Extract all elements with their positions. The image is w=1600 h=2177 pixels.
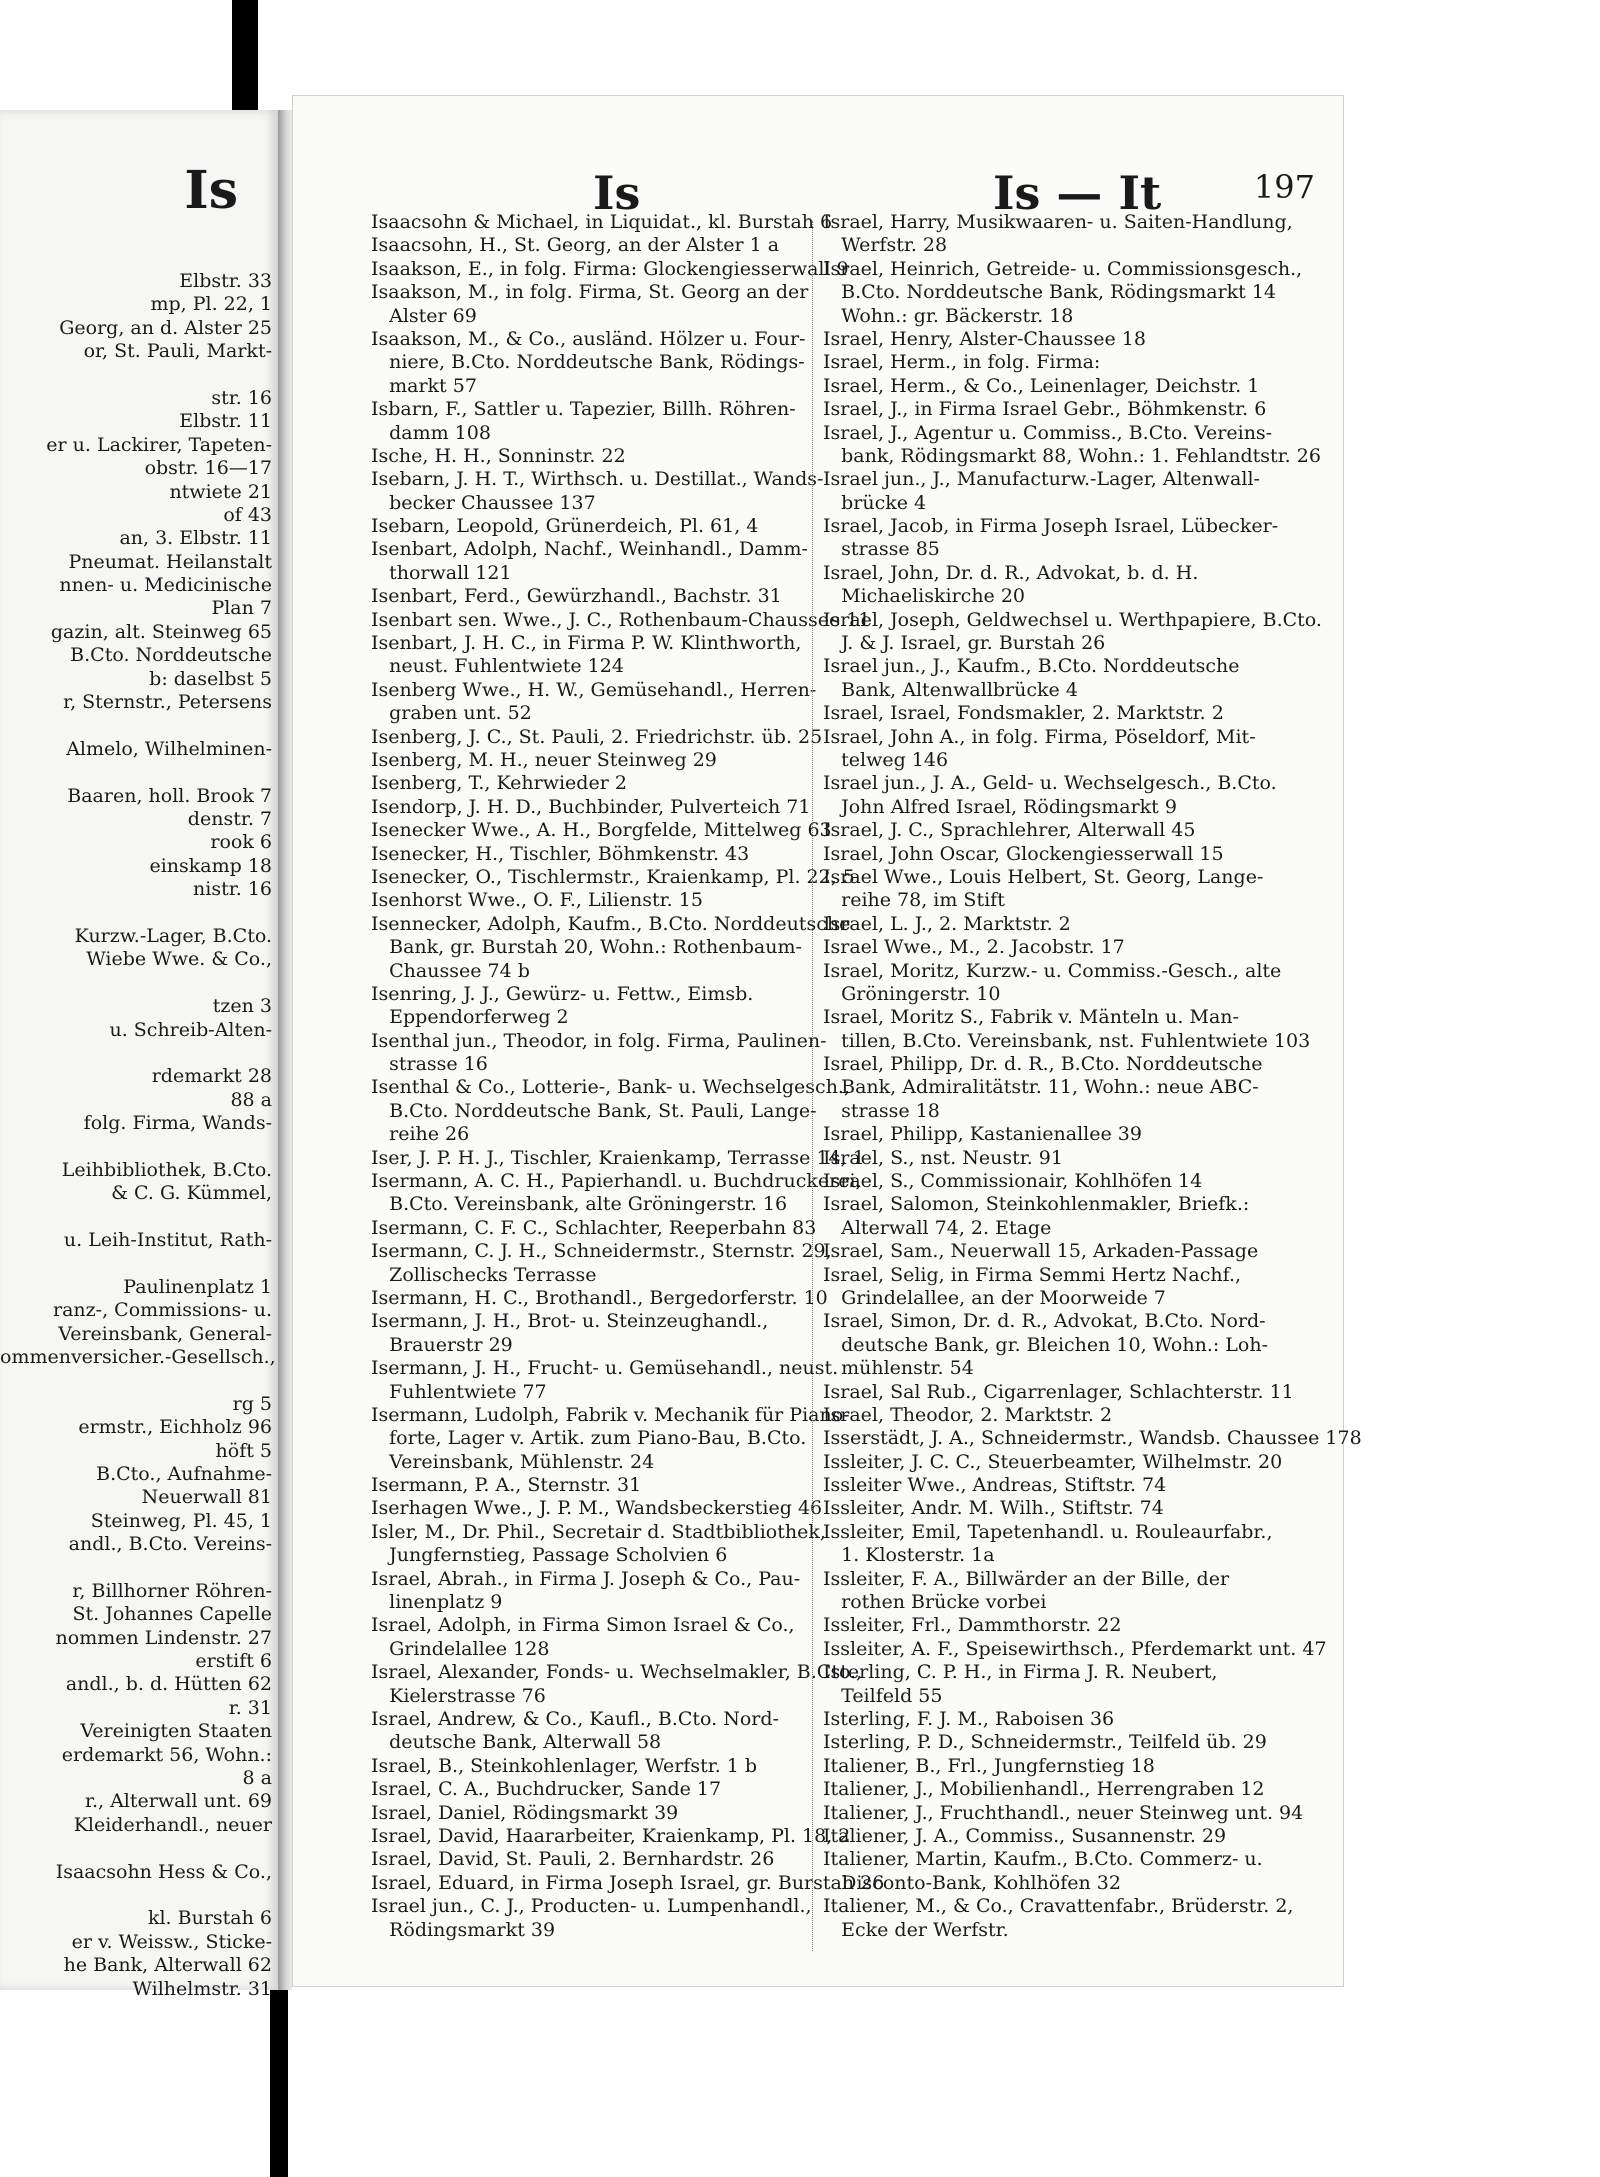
directory-entry-line: Grindelallee, an der Moorweide 7 <box>823 1286 1166 1309</box>
left-page-line: St. Johannes Capelle <box>72 1603 272 1626</box>
left-page-line: r. 31 <box>228 1696 272 1719</box>
directory-entry-line: Israel, Herm., & Co., Leinenlager, Deichstr. 1 <box>823 374 1260 397</box>
left-page-line <box>0 1206 278 1229</box>
directory-entry-line: Jungfernstieg, Passage Scholvien 6 <box>371 1544 728 1567</box>
directory-entry-line: Isermann, A. C. H., Papierhandl. u. Buchdruckerei, <box>371 1170 862 1193</box>
left-page-line <box>0 364 278 387</box>
directory-entry-line: Italiener, J. A., Commiss., Susannenstr. 29 <box>823 1824 1227 1847</box>
directory-entry-line: Iserhagen Wwe., J. P. M., Wandsbeckerstieg 46 <box>371 1497 823 1520</box>
directory-entry-line: Israel jun., J., Kaufm., B.Cto. Norddeutsche <box>823 655 1240 678</box>
directory-entry-line: Bank, Admiralitätstr. 11, Wohn.: neue ABC- <box>823 1076 1259 1099</box>
left-page-line: & C. G. Kümmel, <box>111 1182 272 1205</box>
directory-entry-line: reihe 26 <box>371 1123 470 1146</box>
left-page-line: an, 3. Elbstr. 11 <box>119 527 272 550</box>
directory-entry-line: deutsche Bank, gr. Bleichen 10, Wohn.: Loh- <box>823 1333 1269 1356</box>
directory-entry-line: brücke 4 <box>823 491 927 514</box>
left-page-line: Elbstr. 11 <box>179 410 272 433</box>
left-page-text <box>0 270 278 2001</box>
directory-entry-line: Chaussee 74 b <box>371 959 530 982</box>
left-page-line: ntwiete 21 <box>169 480 272 503</box>
directory-entry-line: Isenecker Wwe., A. H., Borgfelde, Mittelweg 63 <box>371 819 832 842</box>
directory-entry-line: Italiener, J., Mobilienhandl., Herrengraben 12 <box>823 1778 1265 1801</box>
left-page-line: nnen- u. Medicinische <box>59 574 272 597</box>
directory-entry-line: Disconto-Bank, Kohlhöfen 32 <box>823 1871 1121 1894</box>
directory-entry-line: Isenberg Wwe., H. W., Gemüsehandl., Herren- <box>371 678 817 701</box>
directory-entry-line: tillen, B.Cto. Vereinsbank, nst. Fuhlentwiete 103 <box>823 1029 1311 1052</box>
directory-entry-line: Isaakson, M., in folg. Firma, St. Georg an der <box>371 281 809 304</box>
left-page-line: 88 a <box>230 1088 272 1111</box>
directory-entry-line: Alterwall 74, 2. Etage <box>823 1216 1052 1239</box>
directory-entry-line: damm 108 <box>371 421 491 444</box>
binding-tab-bottom <box>270 1990 288 2177</box>
left-page-line: Leihbibliothek, B.Cto. <box>61 1158 272 1181</box>
directory-entry-line: Israel, David, Haararbeiter, Kraienkamp, Pl. 18, 2 <box>371 1824 851 1847</box>
directory-entry-line: strasse 16 <box>371 1053 488 1076</box>
directory-entry-line: Gröningerstr. 10 <box>823 982 1001 1005</box>
directory-entry-line: Isennecker, Adolph, Kaufm., B.Cto. Norddeutsche <box>371 912 851 935</box>
directory-entry-line: Isenberg, T., Kehrwieder 2 <box>371 772 627 795</box>
directory-entry-line: Israel jun., C. J., Producten- u. Lumpenhandl., <box>371 1895 812 1918</box>
left-page-line: Elbstr. 33 <box>179 270 272 292</box>
left-page-line: obstr. 16—17 <box>144 457 272 480</box>
directory-entry-line: Israel, Selig, in Firma Semmi Hertz Nachf., <box>823 1263 1242 1286</box>
left-page-line: of 43 <box>223 503 272 526</box>
directory-entry-line: Isermann, P. A., Sternstr. 31 <box>371 1474 642 1497</box>
left-page-line: Pneumat. Heilanstalt <box>68 550 272 573</box>
directory-entry-line: neust. Fuhlentwiete 124 <box>371 655 624 678</box>
directory-entry-line: Teilfeld 55 <box>823 1684 943 1707</box>
left-page-line: einskamp 18 <box>149 854 272 877</box>
directory-entry-line: Ecke der Werfstr. <box>823 1918 1009 1941</box>
left-page-line: rg 5 <box>232 1392 272 1415</box>
directory-entry-line: telweg 146 <box>823 748 949 771</box>
directory-entry-line: Isermann, J. H., Brot- u. Steinzeughandl., <box>371 1310 769 1333</box>
directory-entry-line: Isenring, J. J., Gewürz- u. Fettw., Eimsb. <box>371 982 754 1005</box>
left-page-line: u. Leih-Institut, Rath- <box>63 1229 272 1252</box>
directory-entry-line: Israel, B., Steinkohlenlager, Werfstr. 1 b <box>371 1754 758 1777</box>
directory-entry-line: Israel, Philipp, Dr. d. R., B.Cto. Norddeutsche <box>823 1053 1263 1076</box>
directory-entry-line: Isenthal jun., Theodor, in folg. Firma, Paulinen- <box>371 1029 827 1052</box>
directory-entry-line: Fuhlentwiete 77 <box>371 1380 547 1403</box>
directory-entry-line: Israel, Sam., Neuerwall 15, Arkaden-Passage <box>823 1240 1259 1263</box>
directory-entry-line: Israel Wwe., Louis Helbert, St. Georg, Lange- <box>823 865 1264 888</box>
left-page-line: Steinweg, Pl. 45, 1 <box>90 1509 272 1532</box>
left-page-line: erstift 6 <box>195 1650 272 1673</box>
left-page-line <box>0 714 278 737</box>
directory-entry-line: Isenbart, J. H. C., in Firma P. W. Klinthworth, <box>371 632 802 655</box>
directory-entry-line: Isermann, Ludolph, Fabrik v. Mechanik für Piano- <box>371 1403 850 1426</box>
directory-entry-line: Israel, Jacob, in Firma Joseph Israel, Lübecker- <box>823 515 1279 538</box>
directory-entry-line: Rödingsmarkt 39 <box>371 1918 556 1941</box>
directory-entry-line: Israel jun., J. A., Geld- u. Wechselgesch., B.Cto. <box>823 772 1277 795</box>
left-page-line: ranz-, Commissions- u. <box>53 1299 272 1322</box>
left-page-fragment <box>0 110 280 2000</box>
left-page-line: er u. Lackirer, Tapeten- <box>46 433 272 456</box>
left-page-line <box>0 1135 278 1158</box>
directory-entry-line: Issleiter, J. C. C., Steuerbeamter, Wilhelmstr. 20 <box>823 1450 1283 1473</box>
left-page-header: Is <box>184 160 238 221</box>
directory-entry-line: bank, Rödingsmarkt 88, Wohn.: 1. Fehlandtstr. 26 <box>823 444 1321 467</box>
directory-entry-line: linenplatz 9 <box>371 1591 503 1614</box>
directory-entry-line: Israel, J. C., Sprachlehrer, Alterwall 45 <box>823 819 1196 842</box>
directory-entry-line: Isterling, P. D., Schneidermstr., Teilfeld üb. 29 <box>823 1731 1267 1754</box>
directory-entry-line: Israel, Daniel, Rödingsmarkt 39 <box>371 1801 679 1824</box>
directory-entry-line: Israel, Harry, Musikwaaren- u. Saiten-Handlung, <box>823 211 1293 233</box>
directory-entry-line: Israel, John Oscar, Glockengiesserwall 15 <box>823 842 1224 865</box>
left-page-line: höft 5 <box>215 1439 272 1462</box>
directory-entry-line: Wohn.: gr. Bäckerstr. 18 <box>823 304 1074 327</box>
directory-entry-line: Italiener, M., & Co., Cravattenfabr., Brüderstr. 2, <box>823 1895 1294 1918</box>
directory-entry-line: Israel, Heinrich, Getreide- u. Commissionsgesch., <box>823 257 1303 280</box>
directory-entry-line: Italiener, J., Fruchthandl., neuer Steinweg unt. 94 <box>823 1801 1304 1824</box>
directory-entry-line: rothen Brücke vorbei <box>823 1591 1047 1614</box>
left-page-line <box>0 972 278 995</box>
column-divider <box>812 221 814 1951</box>
directory-entry-line: Israel, Sal Rub., Cigarrenlager, Schlachterstr. 11 <box>823 1380 1294 1403</box>
directory-entry-line: B.Cto. Norddeutsche Bank, St. Pauli, Lange- <box>371 1099 817 1122</box>
header-right-key: Is — It <box>993 166 1162 220</box>
directory-entry-line: Issleiter Wwe., Andreas, Stiftstr. 74 <box>823 1474 1167 1497</box>
directory-entry-line: Israel, Herm., in folg. Firma: <box>823 351 1101 374</box>
directory-entry-line: Alster 69 <box>371 304 477 327</box>
directory-entry-line: Issleiter, Andr. M. Wilh., Stiftstr. 74 <box>823 1497 1164 1520</box>
left-page-line: nommen Lindenstr. 27 <box>55 1626 272 1649</box>
left-page-line: Vereinigten Staaten <box>80 1720 272 1743</box>
directory-entry-line: Israel, John A., in folg. Firma, Pöseldorf, Mit- <box>823 725 1256 748</box>
directory-entry-line: Werfstr. 28 <box>823 234 948 257</box>
left-page-line: Wiebe Wwe. & Co., <box>86 948 272 971</box>
directory-entry-line: Isenbart, Adolph, Nachf., Weinhandl., Damm- <box>371 538 808 561</box>
left-page-line: Kleiderhandl., neuer <box>73 1813 272 1836</box>
directory-entry-line: Israel, Philipp, Kastanienallee 39 <box>823 1123 1142 1146</box>
left-page-line: or, St. Pauli, Markt- <box>83 340 272 363</box>
directory-entry-line: Isermann, C. J. H., Schneidermstr., Sternstr. 29, <box>371 1240 832 1263</box>
left-page-line: Plan 7 <box>211 597 272 620</box>
directory-entry-line: Isebarn, J. H. T., Wirthsch. u. Destillat., Wands- <box>371 468 824 491</box>
left-page-line: r., Alterwall unt. 69 <box>84 1790 272 1813</box>
left-page-line <box>0 1369 278 1392</box>
directory-entry-line: reihe 78, im Stift <box>823 889 1005 912</box>
directory-entry-line: Vereinsbank, Mühlenstr. 24 <box>371 1450 655 1473</box>
directory-entry-line: Isebarn, Leopold, Grünerdeich, Pl. 61, 4 <box>371 515 759 538</box>
directory-entry-line: Iser, J. P. H. J., Tischler, Kraienkamp, Terrasse 14, 1 <box>371 1146 865 1169</box>
left-page-line <box>0 1556 278 1579</box>
directory-entry-line: Israel, L. J., 2. Marktstr. 2 <box>823 912 1071 935</box>
directory-entry-line: Israel, Simon, Dr. d. R., Advokat, B.Cto. Nord- <box>823 1310 1266 1333</box>
left-page-line: mp, Pl. 22, 1 <box>150 293 272 316</box>
left-page-line: ommenversicher.-Gesellsch., <box>0 1345 276 1368</box>
directory-entry-line: Isenberg, M. H., neuer Steinweg 29 <box>371 748 717 771</box>
directory-entry-line: Issleiter, A. F., Speisewirthsch., Pferdemarkt unt. 47 <box>823 1637 1327 1660</box>
directory-entry-line: Issleiter, Frl., Dammthorstr. 22 <box>823 1614 1122 1637</box>
left-page-line: denstr. 7 <box>187 807 272 830</box>
left-page-line: Isaacsohn Hess & Co., <box>55 1860 272 1883</box>
left-page-line: Wilhelmstr. 31 <box>132 1977 272 2000</box>
directory-entry-line: Israel, Israel, Fondsmakler, 2. Marktstr. 2 <box>823 702 1224 725</box>
directory-entry-line: Isendorp, J. H. D., Buchbinder, Pulverteich 71 <box>371 795 811 818</box>
directory-entry-line: Israel, Moritz S., Fabrik v. Mänteln u. Man- <box>823 1006 1239 1029</box>
left-page-line: kl. Burstah 6 <box>147 1907 272 1930</box>
left-page-line: r, Billhorner Röhren- <box>72 1579 272 1602</box>
directory-entry-line: Italiener, B., Frl., Jungfernstieg 18 <box>823 1754 1155 1777</box>
directory-entry-line: Israel, Theodor, 2. Marktstr. 2 <box>823 1403 1113 1426</box>
directory-entry-line: Isenbart sen. Wwe., J. C., Rothenbaum-Chaussee 11 <box>371 608 871 631</box>
left-page-line: Georg, an d. Alster 25 <box>59 316 272 339</box>
left-page-line <box>0 1252 278 1275</box>
directory-entry-line: strasse 18 <box>823 1099 940 1122</box>
directory-entry-line: Eppendorferweg 2 <box>371 1006 569 1029</box>
left-page-line: andl., B.Cto. Vereins- <box>68 1533 272 1556</box>
left-page-line <box>0 1042 278 1065</box>
left-page-line: tzen 3 <box>212 995 272 1018</box>
directory-entry-line: Israel, S., nst. Neustr. 91 <box>823 1146 1063 1169</box>
directory-entry-line: mühlenstr. 54 <box>823 1357 974 1380</box>
directory-entry-line: Israel, John, Dr. d. R., Advokat, b. d. H. <box>823 561 1199 584</box>
directory-entry-line: becker Chaussee 137 <box>371 491 596 514</box>
directory-entry-line: Italiener, Martin, Kaufm., B.Cto. Commerz- u. <box>823 1848 1263 1871</box>
left-page-line: B.Cto., Aufnahme- <box>96 1462 272 1485</box>
directory-entry-line: Israel, Henry, Alster-Chaussee 18 <box>823 327 1146 350</box>
left-page-line: rook 6 <box>210 831 272 854</box>
directory-entry-line: strasse 85 <box>823 538 940 561</box>
left-page-line <box>0 1884 278 1907</box>
directory-entry-line: Israel, Moritz, Kurzw.- u. Commiss.-Gesch., alte <box>823 959 1282 982</box>
directory-entry-line: Israel, J., Agentur u. Commiss., B.Cto. Vereins- <box>823 421 1273 444</box>
left-page-line: B.Cto. Norddeutsche <box>70 644 272 667</box>
directory-entry-line: thorwall 121 <box>371 561 512 584</box>
directory-entry-line: Israel, Adolph, in Firma Simon Israel & Co., <box>371 1614 795 1637</box>
left-page-line: Neuerwall 81 <box>141 1486 272 1509</box>
left-page-line <box>0 1837 278 1860</box>
directory-entry-line: Ische, H. H., Sonninstr. 22 <box>371 444 626 467</box>
directory-entry-line: Issleiter, Emil, Tapetenhandl. u. Rouleaurfabr., <box>823 1520 1273 1543</box>
directory-entry-line: niere, B.Cto. Norddeutsche Bank, Rödings- <box>371 351 805 374</box>
directory-entry-line: John Alfred Israel, Rödingsmarkt 9 <box>823 795 1177 818</box>
directory-entry-line: Isaakson, M., & Co., ausländ. Hölzer u. Four- <box>371 327 806 350</box>
left-page-line: Almelo, Wilhelminen- <box>66 737 272 760</box>
directory-entry-line: Isenthal & Co., Lotterie-, Bank- u. Wechselgesch., <box>371 1076 851 1099</box>
directory-entry-line: Kielerstrasse 76 <box>371 1684 546 1707</box>
directory-entry-line: Isler, M., Dr. Phil., Secretair d. Stadtbibliothek, <box>371 1520 826 1543</box>
directory-entry-line: Isermann, J. H., Frucht- u. Gemüsehandl., neust. <box>371 1357 839 1380</box>
directory-entry-line: Israel, Abrah., in Firma J. Joseph & Co., Pau- <box>371 1567 801 1590</box>
directory-entry-line: Isbarn, F., Sattler u. Tapezier, Billh. Röhren- <box>371 398 796 421</box>
directory-entry-line: Isaacsohn & Michael, in Liquidat., kl. Burstah 6 <box>371 211 833 233</box>
left-page-line: u. Schreib-Alten- <box>109 1018 272 1041</box>
directory-entry-line: Isaacsohn, H., St. Georg, an der Alster 1 a <box>371 234 780 257</box>
directory-entry-line: forte, Lager v. Artik. zum Piano-Bau, B.Cto. <box>371 1427 807 1450</box>
left-page-line: Baaren, holl. Brook 7 <box>67 784 272 807</box>
directory-entry-line: 1. Klosterstr. 1a <box>823 1544 995 1567</box>
directory-entry-line: Issleiter, F. A., Billwärder an der Bille, der <box>823 1567 1230 1590</box>
left-page-line: andl., b. d. Hütten 62 <box>65 1673 272 1696</box>
left-page-line: b: daselbst 5 <box>149 667 272 690</box>
directory-entry-line: Israel, J., in Firma Israel Gebr., Böhmkenstr. 6 <box>823 398 1267 421</box>
directory-entry-line: Isenecker, H., Tischler, Böhmkenstr. 43 <box>371 842 750 865</box>
directory-entry-line: Israel, Joseph, Geldwechsel u. Werthpapiere, B.Cto. <box>823 608 1322 631</box>
header-left-key: Is <box>593 166 641 220</box>
left-page-line <box>0 902 278 925</box>
directory-entry-line: Isenbart, Ferd., Gewürzhandl., Bachstr. 31 <box>371 585 782 608</box>
left-page-line <box>0 761 278 784</box>
left-page-line: Paulinenplatz 1 <box>123 1275 272 1298</box>
page-number: 197 <box>1253 168 1315 206</box>
left-page-line: rdemarkt 28 <box>151 1065 272 1088</box>
left-page-line: ermstr., Eichholz 96 <box>78 1416 272 1439</box>
directory-entry-line: Israel, C. A., Buchdrucker, Sande 17 <box>371 1778 722 1801</box>
directory-entry-line: graben unt. 52 <box>371 702 532 725</box>
directory-entry-line: Israel, Alexander, Fonds- u. Wechselmakler, B.Cto., <box>371 1661 863 1684</box>
directory-entry-line: Isenberg, J. C., St. Pauli, 2. Friedrichstr. üb. 25 <box>371 725 823 748</box>
left-page-line: gazin, alt. Steinweg 65 <box>50 620 272 643</box>
directory-entry-line: Grindelallee 128 <box>371 1637 550 1660</box>
directory-entry-line: Israel, Salomon, Steinkohlenmakler, Briefk.: <box>823 1193 1250 1216</box>
directory-entry-line: Isserstädt, J. A., Schneidermstr., Wandsb. Chaussee 178 <box>823 1427 1362 1450</box>
directory-entry-line: deutsche Bank, Alterwall 58 <box>371 1731 662 1754</box>
directory-entry-line: Israel, Eduard, in Firma Joseph Israel, gr. Burstah 26 <box>371 1871 885 1894</box>
directory-entry-line: Zollischecks Terrasse <box>371 1263 597 1286</box>
directory-entry-line: Michaeliskirche 20 <box>823 585 1026 608</box>
directory-entry-line: Israel Wwe., M., 2. Jacobstr. 17 <box>823 936 1125 959</box>
directory-entry-line: B.Cto. Norddeutsche Bank, Rödingsmarkt 14 <box>823 281 1277 304</box>
left-page-line: Vereinsbank, General- <box>58 1322 272 1345</box>
directory-entry-line: Isenhorst Wwe., O. F., Lilienstr. 15 <box>371 889 703 912</box>
directory-entry-line: Israel, Andrew, & Co., Kaufl., B.Cto. Nord- <box>371 1708 779 1730</box>
directory-entry-line: Brauerstr 29 <box>371 1333 513 1356</box>
left-page-line: 8 a <box>242 1767 272 1789</box>
left-page-line: Kurzw.-Lager, B.Cto. <box>74 924 272 947</box>
left-page-line: str. 16 <box>211 386 272 409</box>
directory-entry-line: Israel, David, St. Pauli, 2. Bernhardstr. 26 <box>371 1848 775 1871</box>
directory-entry-line: Isterling, F. J. M., Raboisen 36 <box>823 1708 1115 1730</box>
directory-entry-line: B.Cto. Vereinsbank, alte Gröningerstr. 16 <box>371 1193 788 1216</box>
directory-entry-line: Israel jun., J., Manufacturw.-Lager, Altenwall- <box>823 468 1260 491</box>
directory-entry-line: J. & J. Israel, gr. Burstah 26 <box>823 632 1106 655</box>
directory-entry-line: Isermann, C. F. C., Schlachter, Reeperbahn 83 <box>371 1216 817 1239</box>
directory-entry-line: Isaakson, E., in folg. Firma: Glockengiesserwall 9 <box>371 257 849 280</box>
directory-entry-line: Israel, S., Commissionair, Kohlhöfen 14 <box>823 1170 1203 1193</box>
directory-entry-line: Isermann, H. C., Brothandl., Bergedorferstr. 10 <box>371 1286 828 1309</box>
left-page-line: folg. Firma, Wands- <box>83 1112 272 1135</box>
book-gutter <box>278 110 292 1990</box>
directory-entry-line: Bank, Altenwallbrücke 4 <box>823 678 1078 701</box>
directory-entry-line: markt 57 <box>371 374 477 397</box>
directory-entry-line: Isterling, C. P. H., in Firma J. R. Neubert, <box>823 1661 1218 1684</box>
directory-column-right <box>823 211 1362 1942</box>
left-page-line: erdemarkt 56, Wohn.: <box>61 1743 272 1766</box>
main-page <box>292 95 1362 1987</box>
directory-entry-line: Bank, gr. Burstah 20, Wohn.: Rothenbaum- <box>371 936 802 959</box>
left-page-line: r, Sternstr., Petersens <box>63 691 272 714</box>
left-page-line: er v. Weissw., Sticke- <box>71 1930 272 1953</box>
left-page-line: he Bank, Alterwall 62 <box>63 1954 272 1977</box>
left-page-line: nistr. 16 <box>193 878 272 901</box>
directory-entry-line: Isenecker, O., Tischlermstr., Kraienkamp, Pl. 22, 5 <box>371 865 855 888</box>
